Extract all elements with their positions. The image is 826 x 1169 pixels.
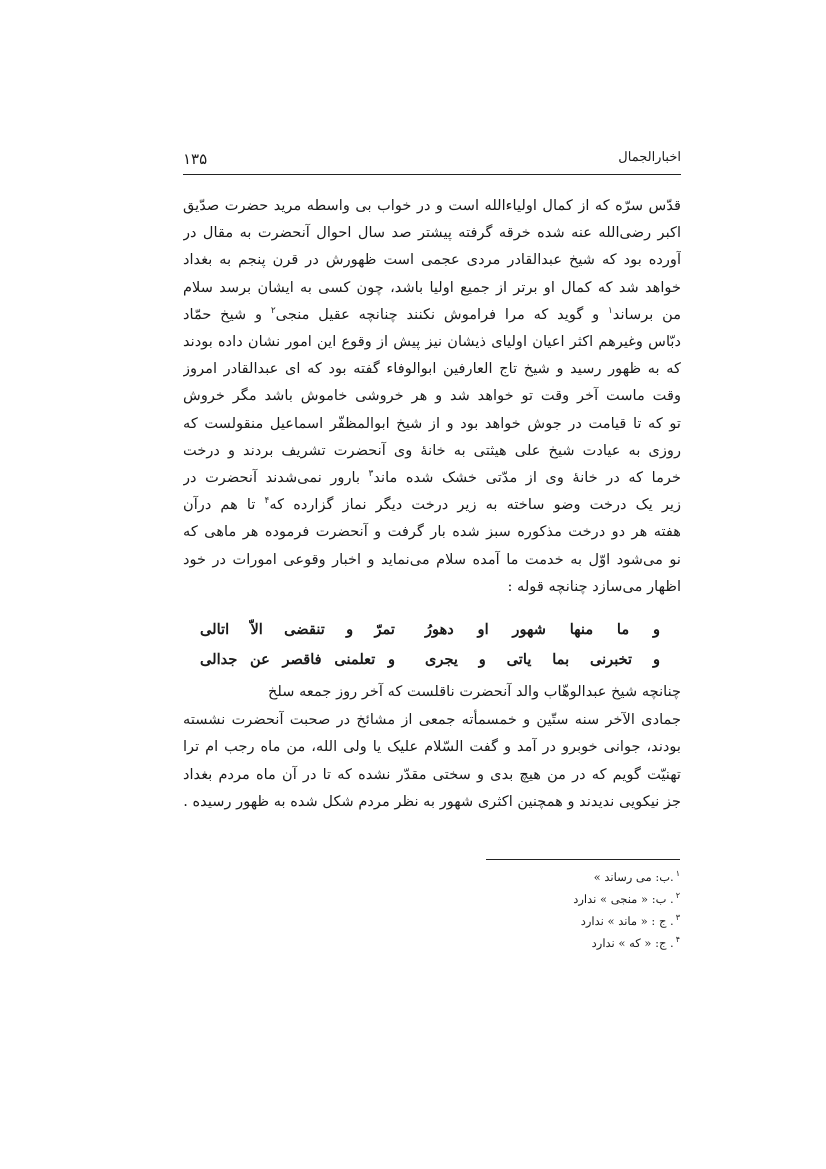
text-segment: من برساند [612,305,681,323]
text-line: خواهد شد که کمال او برتر از جمیع اولیا باشد، چون کسی به ایشان برسد سلام [183,278,681,296]
text-segment: بارور نمی‌شدند آنحضرت در [183,469,369,487]
text-line: چنانچه شیخ عبدالوهّاب والد آنحضرت ناقلست که آخر روز جمعه سلخ [267,683,681,700]
footnote-number: ۲ [675,891,680,901]
text-line: که به ظهور رسید و شیخ تاج العارفین ابوالوفاء گفته بود که ای عبدالقادر امروز [183,360,681,378]
book-title: اخبارالجمال [618,150,681,165]
footnote-text: . ج: « که » ندارد [591,936,674,950]
hemistich-right: و تخبرنی بما یاتی و یجری [425,650,660,668]
footnote-divider [486,859,680,860]
hemistich-left: و تعلمنی فاقصر عن جدالی [200,650,395,668]
hemistich-left: تمرّ و تنقضی الاّ اتالی [200,620,395,638]
text-line: تهنیّت گویم که در من هیچ بدی و سختی مقدّر نشده که تا در آن ماه مردم بغداد [183,765,681,783]
text-line: جمادی الآخر سنه ستّین و خمسمأته جمعی از مشائخ در صحبت آنحضرت نشسته [183,710,681,728]
text-line: وقت ماست آخر وقت تو خواهد شد و هر خروشی خاموش باشد مگر خروش [183,387,681,405]
poem-verse [200,614,660,674]
text-line: اظهار می‌سازد چنانچه قوله : [507,577,681,595]
hemistich-right: و ما منها شهور او دهورُ [425,620,660,638]
text-segment: و شیخ حمّاد [183,305,271,323]
text-line: جز نیکویی ندیدند و همچنین اکثری شهور به نظر مردم شکل شده به ظهور رسیده . [183,793,681,810]
second-paragraph [183,678,681,816]
footnote-ref-3: ۳ [368,469,374,480]
footnote-ref-1: ۱ [607,305,613,316]
footnote-text: .ب: می رساند » [593,870,674,884]
verse-row [200,614,660,644]
running-header [183,148,681,174]
text-segment: و گوید که مرا فراموش نکنند چنانچه عقیل منجی [275,305,608,323]
text-line: دبّاس وغیرهم اکثر اعیان اولیای ذیشان نیز پیش از وقوع این امور نشان داده بودند [183,333,681,351]
footnote-number: ۳ [675,913,680,923]
footnote-ref-2: ۲ [270,305,276,316]
text-segment: خرما که در خانهٔ وی از مدّتی خشک شده ماند [373,469,681,487]
text-line: قدّس سرّه که از کمال اولیاءالله است و در خواب بی واسطه مرید حضرت صدّیق [183,197,681,214]
text-line: تو که تا قیامت در جوش خواهد بود و از شیخ ابوالمظفّر اسماعیل منقولست که [183,414,681,432]
footnote-ref-4: ۴ [264,496,270,507]
text-line: هفته هر دو درخت مذکوره سبز شده بار گرفت و آنحضرت فرموده هر ماهی که [183,523,681,541]
footnote-item [573,866,680,888]
footnote-item [573,910,680,932]
text-line [183,301,681,328]
text-line [183,464,681,491]
footnote-item [573,888,680,910]
footnote-number: ۴ [675,935,680,945]
footnote-text: . ج : « ماند » ندارد [580,914,674,928]
text-segment: تا هم درآن [183,496,265,514]
footnote-text: . ب: « منجی » ندارد [573,892,674,906]
footnote-item [573,932,680,954]
footnote-number: ۱ [675,869,680,879]
text-segment: زیر یک درخت وضو ساخته به زیر درخت دیگر نماز گزارده که [269,496,681,514]
header-divider [183,174,681,175]
text-line: روزی به عیادت شیخ علی هیثتی به خانهٔ وی آنحضرت تشریف بردند و درخت [183,441,681,459]
text-line: نو می‌شود اوّل به خدمت ما آمده سلام می‌نماید و اخبار وقوعی امورات در خود [183,550,681,568]
text-line: بودند، جوانی خوبرو در آمد و گفت السّلام علیک یا ولی الله، من ماه رجب ام ترا [183,738,681,755]
verse-row [200,644,660,674]
page-number: ۱۳۵ [183,150,208,168]
text-line: اکبر رضی‌الله عنه شده خرقه گرفته پیشتر صد سال احوال آنحضرت به مقال در [183,224,681,242]
main-paragraph [183,192,681,600]
footnotes [573,866,680,954]
text-line: آورده بود که شیخ عبدالقادر مردی عجمی است ظهورش در قرن پنجم به بغداد [183,251,681,269]
text-line [183,491,681,518]
